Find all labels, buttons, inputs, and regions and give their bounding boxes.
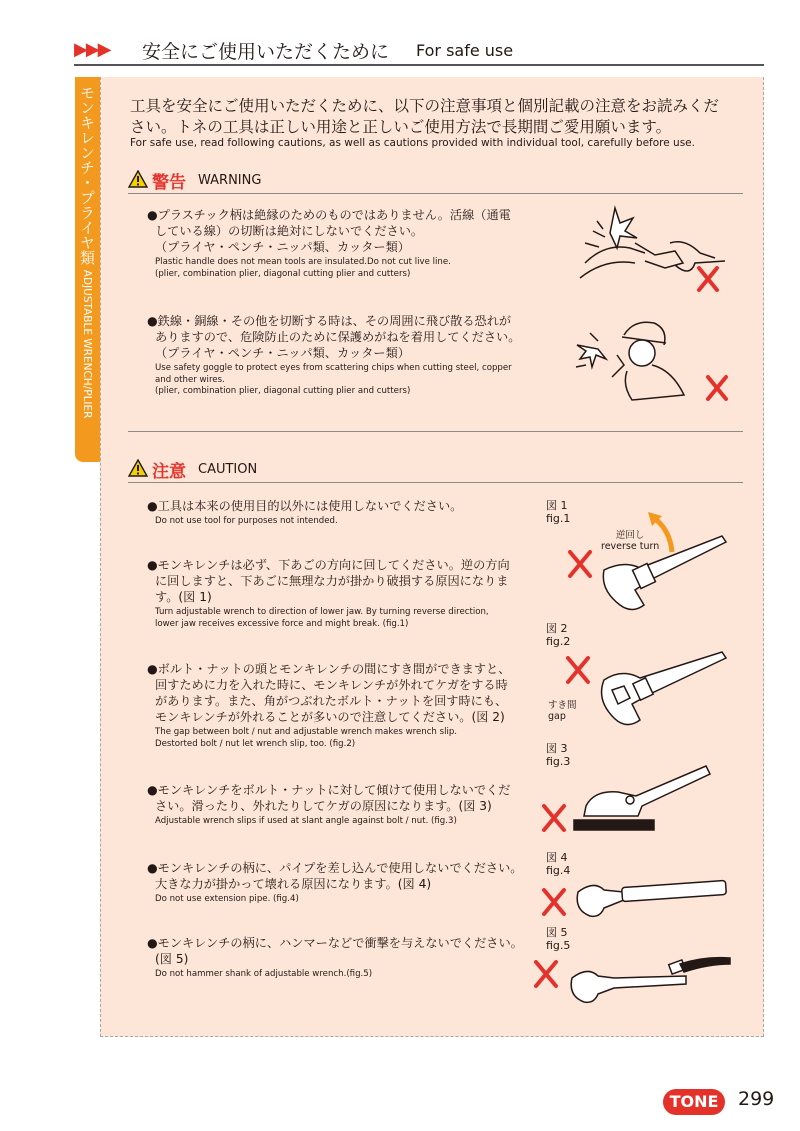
warning-heading (128, 170, 748, 192)
text-line: ●モンキレンチは必ず、下あごの方向に回してください。逆の方向 (147, 558, 510, 572)
caution-label-jp: 注意 (152, 462, 186, 482)
side-tab-jp: モンキレンチ・プライヤ類 (78, 85, 96, 265)
text-line: ●モンキレンチの柄に、パイプを差し込んで使用しないでください。 (147, 861, 523, 875)
warning-item-2 (147, 313, 547, 398)
text-line: （プライヤ・ペンチ・ニッパ類、カッター類） (155, 240, 410, 254)
intro-jp-line1: 工具を安全にご使用いただくために、以下の注意事項と個別記載の注意をお読みくだ (130, 97, 720, 115)
side-category-tab (75, 77, 100, 462)
fig-label-en: fig.1 (546, 512, 571, 525)
page-header (74, 36, 764, 66)
fig1-annotation-en: reverse turn (601, 541, 660, 552)
caution-heading (128, 459, 748, 481)
text-line: している線）の切断は絶対にしないでください。 (155, 224, 424, 238)
fig-label-jp: 図 1 (546, 499, 568, 512)
fig-label-jp: 図 2 (546, 622, 568, 635)
fig-4-wrench-extension-pipe (538, 870, 738, 930)
side-tab-en: ADJUSTABLE WRENCH/PLIER (81, 269, 93, 419)
caution-divider (128, 482, 743, 483)
fig-3-wrench-slant-angle (538, 760, 738, 840)
fig-1-wrench-reverse-turn (560, 510, 735, 620)
warning-label-jp: 警告 (152, 173, 186, 193)
fig1-annotation-jp: 逆回し (615, 530, 645, 541)
section-divider (128, 431, 743, 432)
plier-cutting-live-wire-illustration (575, 203, 735, 298)
text-line: ●モンキレンチの柄に、ハンマーなどで衝撃を与えないでください。 (147, 936, 523, 950)
fig-label-en: fig.2 (546, 635, 571, 648)
caution-item-3 (147, 661, 547, 750)
worker-scattering-chips-illustration (572, 315, 737, 410)
warning-triangle-icon (128, 170, 148, 188)
text-line: ありますので、危険防止のために保護めがねを着用してください。 (155, 330, 521, 344)
text-line: 大きな力が掛かって壊れる原因になります。(図 4) (155, 877, 432, 891)
text-line: Turn adjustable wrench to direction of lower jaw. By turning reverse direction, (155, 607, 489, 617)
page-number: 299 (738, 1088, 775, 1110)
fig-label-en: fig.3 (546, 755, 571, 768)
tone-brand-logo: TONE (663, 1089, 725, 1115)
intro-en: For safe use, read following cautions, as well as cautions provided with individual tool, carefully before use. (130, 137, 695, 149)
text-line: があります。また、角がつぶれたボルト・ナットを回す時にも、 (155, 694, 508, 708)
text-line: (plier, combination plier, diagonal cutting plier and cutters) (155, 268, 411, 279)
text-line: 回すために力を入れた時に、モンキレンチが外れてケガをする時 (155, 678, 508, 692)
text-line: lower jaw receives excessive force and might break. (fig.1) (155, 618, 409, 629)
fig-2-wrench-gap (560, 640, 735, 740)
warning-item-1 (147, 207, 547, 280)
header-divider (74, 64, 764, 66)
text-line: さい。滑ったり、外れたりしてケガの原因になります。(図 3) (155, 799, 492, 813)
text-line: Plastic handle does not mean tools are insulated.Do not cut live line. (155, 257, 451, 267)
text-line: ●鉄線・銅線・その他を切断する時は、その周囲に飛び散る恐れが (147, 314, 512, 328)
text-line: ●工具は本来の使用目的以外には使用しないでください。 (147, 499, 463, 513)
fig2-annotation-jp: すき間 (548, 700, 577, 711)
text-line: The gap between bolt / nut and adjustable wrench makes wrench slip. (155, 727, 458, 737)
text-line: す。(図 1) (155, 590, 212, 604)
text-line: Destorted bolt / nut let wrench slip, too. (fig.2) (155, 738, 356, 749)
caution-item-2 (147, 557, 547, 630)
warning-divider (128, 193, 743, 194)
header-arrows: ▶▶▶ (74, 39, 110, 60)
fig-label-en: fig.5 (546, 939, 571, 952)
side-tab-label (78, 85, 98, 418)
text-line: (図 5) (155, 952, 189, 966)
intro-jp-line2: さい。トネの工具は正しい用途と正しいご使用方法で長期間ご愛用願います。 (130, 118, 672, 136)
text-line: Do not use extension pipe. (fig.4) (155, 894, 299, 904)
text-line: ●ボルト・ナットの頭とモンキレンチの間にすき間ができますと、 (147, 662, 511, 676)
caution-item-4 (147, 782, 547, 828)
caution-triangle-icon (128, 459, 148, 477)
fig2-annotation-en: gap (548, 711, 566, 722)
text-line: モンキレンチが外れることが多いので注意してください。(図 2) (155, 710, 505, 724)
text-line: （プライヤ・ペンチ・ニッパ類、カッター類） (155, 346, 410, 360)
text-line: ●モンキレンチをボルト・ナットに対して傾けて使用しないでくだ (147, 783, 511, 797)
text-line: Use safety goggle to protect eyes from scattering chips when cutting steel, copper (155, 363, 512, 373)
text-line: Do not use tool for purposes not intended. (155, 516, 338, 526)
caution-item-5 (147, 860, 547, 906)
text-line: ●プラスチック柄は絶縁のためのものではありません。活線（通電 (147, 208, 511, 222)
caution-item-1 (147, 498, 547, 528)
header-title-en: For safe use (416, 41, 514, 60)
text-line: に回しますと、下あごに無理な力が掛かり破損する原因になりま (155, 574, 509, 588)
text-line: Do not hammer shank of adjustable wrench.(fig.5) (155, 969, 373, 979)
header-title-jp: 安全にご使用いただくために (142, 41, 390, 63)
fig-label-jp: 図 3 (546, 742, 568, 755)
text-line: Adjustable wrench slips if used at slant angle against bolt / nut. (fig.3) (155, 816, 457, 826)
text-line: and other wires. (155, 374, 225, 385)
warning-label-en: WARNING (198, 173, 262, 188)
caution-label-en: CAUTION (198, 462, 258, 477)
caution-item-6 (147, 935, 547, 981)
fig-label-en: fig.4 (546, 864, 571, 877)
text-line: (plier, combination plier, diagonal cutting plier and cutters) (155, 386, 411, 396)
fig-label-jp: 図 4 (546, 851, 568, 864)
fig-5-hammering-wrench (530, 948, 740, 1010)
intro-jp (130, 96, 750, 138)
fig-label-jp: 図 5 (546, 926, 568, 939)
